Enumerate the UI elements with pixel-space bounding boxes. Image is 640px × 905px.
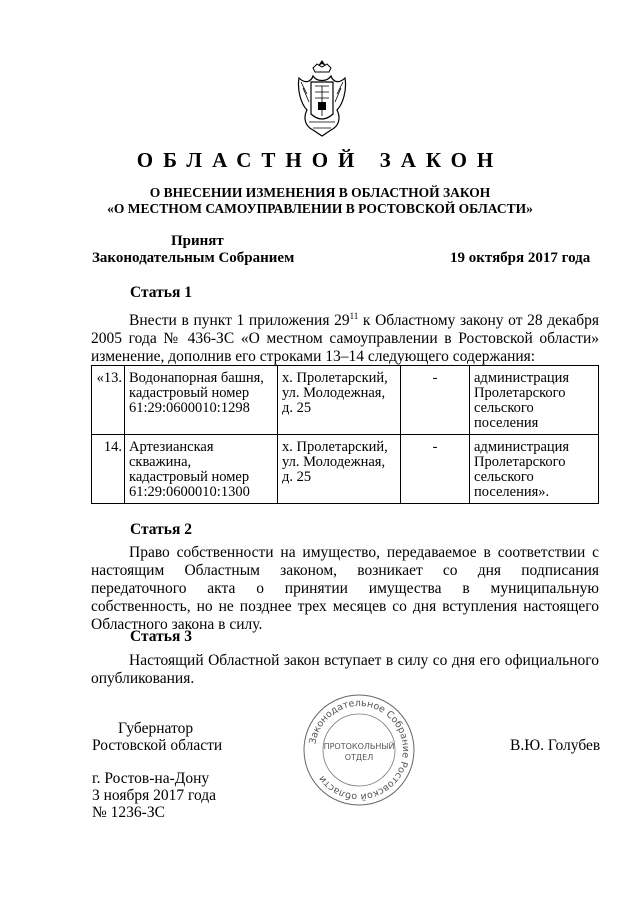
dash-cell: - — [401, 435, 470, 504]
document-subtitle-line2: «О МЕСТНОМ САМОУПРАВЛЕНИИ В РОСТОВСКОЙ ОБЛАСТИ» — [107, 201, 533, 216]
article-2-text: Право собственности на имущество, передаваемое в соответствии с настоящим Областным законом, возникает со дня подписания передаточного акта о принятии имущества в муниципальную собственность, но не позднее трех месяцев со дня вступления настоящего Областного закона в силу. — [91, 544, 599, 633]
stamp-seal-icon — [301, 692, 417, 808]
dash-cell: - — [401, 366, 470, 435]
article-3-heading: Статья 3 — [130, 628, 192, 645]
object-cell: Артезианская скважина, кадастровый номер 61:29:0600010:1300 — [125, 435, 278, 504]
row-number: «13. — [92, 366, 125, 435]
signature-position-line1: Губернатор — [118, 720, 194, 737]
table-row — [92, 366, 599, 435]
adoption-date: 19 октября 2017 года — [450, 250, 591, 266]
document-subtitle-line1: О ВНЕСЕНИИ ИЗМЕНЕНИЯ В ОБЛАСТНОЙ ЗАКОН — [149, 185, 491, 200]
coat-of-arms-icon — [293, 58, 351, 138]
row-number: 14. — [92, 435, 125, 504]
footer-number: № 1236-ЗС — [92, 804, 165, 821]
official-stamp — [301, 692, 417, 808]
amendment-table — [91, 365, 599, 504]
article-1-superscript: 11 — [349, 311, 359, 321]
object-cell: Водонапорная башня, кадастровый номер 61:29:0600010:1298 — [125, 366, 278, 435]
address-cell: х. Пролетарский, ул. Молодежная, д. 25 — [278, 435, 401, 504]
footer-place: г. Ростов-на-Дону — [92, 770, 210, 787]
stamp-center-line1: ПРОТОКОЛЬНЫЙ — [323, 742, 395, 751]
article-3-text: Настоящий Областной закон вступает в силу со дня его официального опубликования. — [91, 652, 599, 687]
article-2-heading: Статья 2 — [130, 521, 192, 538]
article-1-text — [91, 307, 599, 366]
signature-position-line2: Ростовской области — [92, 737, 223, 754]
signature-name: В.Ю. Голубев — [510, 737, 601, 754]
article-1-text-before: Внести в пункт 1 приложения 29 — [129, 312, 350, 330]
footer-date: 3 ноября 2017 года — [92, 787, 217, 804]
article-1-text-after: к Областному закону от 28 декабря 2005 года № 436-ЗС «О местном самоуправлении в Ростовской области» изменение, дополнив его строками 13–14 следующего содержания: — [91, 312, 599, 366]
document-title: ОБЛАСТНОЙ ЗАКОН — [136, 148, 504, 172]
adoption-label: Принят — [171, 233, 224, 249]
owner-cell: администрация Пролетарского сельского поселения — [470, 366, 599, 435]
stamp-ring-text: Законодательное Собрание Ростовской области — [307, 697, 412, 803]
adoption-body: Законодательным Собранием — [92, 250, 295, 266]
owner-cell: администрация Пролетарского сельского поселения». — [470, 435, 599, 504]
article-1-heading: Статья 1 — [130, 284, 192, 301]
table-row — [92, 435, 599, 504]
coat-of-arms-emblem — [293, 58, 351, 138]
address-cell: х. Пролетарский, ул. Молодежная, д. 25 — [278, 366, 401, 435]
stamp-center-line2: ОТДЕЛ — [344, 753, 374, 762]
